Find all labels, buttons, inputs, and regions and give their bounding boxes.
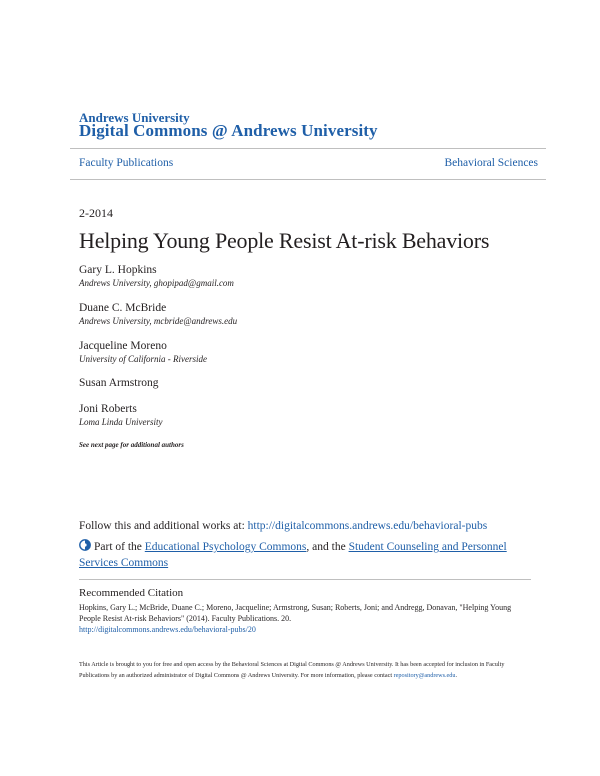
author-affiliation: Andrews University, mcbride@andrews.edu [79,316,238,326]
behavioral-sciences-link[interactable]: Behavioral Sciences [444,157,538,169]
follow-line [79,520,487,532]
author-name: Duane C. McBride [79,302,167,314]
part-of-line [79,539,519,571]
author-block [79,403,163,427]
citation-text-block [79,602,529,635]
collection-url-link[interactable]: http://digitalcommons.andrews.edu/behavioral-pubs [247,520,488,532]
faculty-publications-link[interactable]: Faculty Publications [79,157,174,169]
author-block [79,264,234,288]
repository-email-link[interactable]: repository@andrews.edu [393,671,456,679]
publication-date: 2-2014 [79,206,113,220]
repository-name[interactable]: Digital Commons @ Andrews University [79,121,378,140]
footer-text: This Article is brought to you for free and open access by the Behavioral Sciences at Digital Commons @ Andrews University. It has been accepted for inclusion in Faculty Publications by an authorized administrator of Digital Commons @ Andrews University. For more information, please contact [79,661,505,679]
nav-divider [70,179,546,180]
educational-psychology-commons-link[interactable]: Educational Psychology Commons [144,541,307,553]
top-divider [70,148,546,149]
author-block [79,377,159,391]
citation-url-link[interactable]: http://digitalcommons.andrews.edu/behavioral-pubs/20 [79,625,256,634]
follow-text: Follow this and additional works at: [79,520,248,532]
footer-end: . [455,671,458,679]
student-counseling-commons-link[interactable]: Student Counseling and Personnel Services Commons [79,541,507,569]
author-name: Joni Roberts [79,403,137,415]
author-block [79,302,237,326]
author-affiliation: Andrews University, ghopipad@gmail.com [79,278,234,288]
citation-divider [79,579,531,580]
author-block [79,340,207,364]
part-of-middle: , and the [306,541,349,553]
institution-name[interactable]: Andrews University [79,110,190,125]
author-name: Jacqueline Moreno [79,340,167,352]
part-of-prefix: Part of the [94,541,145,553]
author-name: Susan Armstrong [79,377,159,389]
commons-network-icon [79,539,91,551]
citation-heading: Recommended Citation [79,587,184,599]
author-name: Gary L. Hopkins [79,264,157,276]
more-authors-note: See next page for additional authors [79,441,184,449]
footer-note [79,660,529,681]
author-affiliation: University of California - Riverside [79,354,207,364]
citation-text: Hopkins, Gary L.; McBride, Duane C.; Moreno, Jacqueline; Armstrong, Susan; Roberts, Joni; and Andregg, Donavan, "Helping Young People Resist At-risk Behaviors" (2014). Faculty Publications. 20. [79,603,512,623]
author-affiliation: Loma Linda University [79,417,163,427]
page-title: Helping Young People Resist At-risk Behaviors [79,228,490,253]
